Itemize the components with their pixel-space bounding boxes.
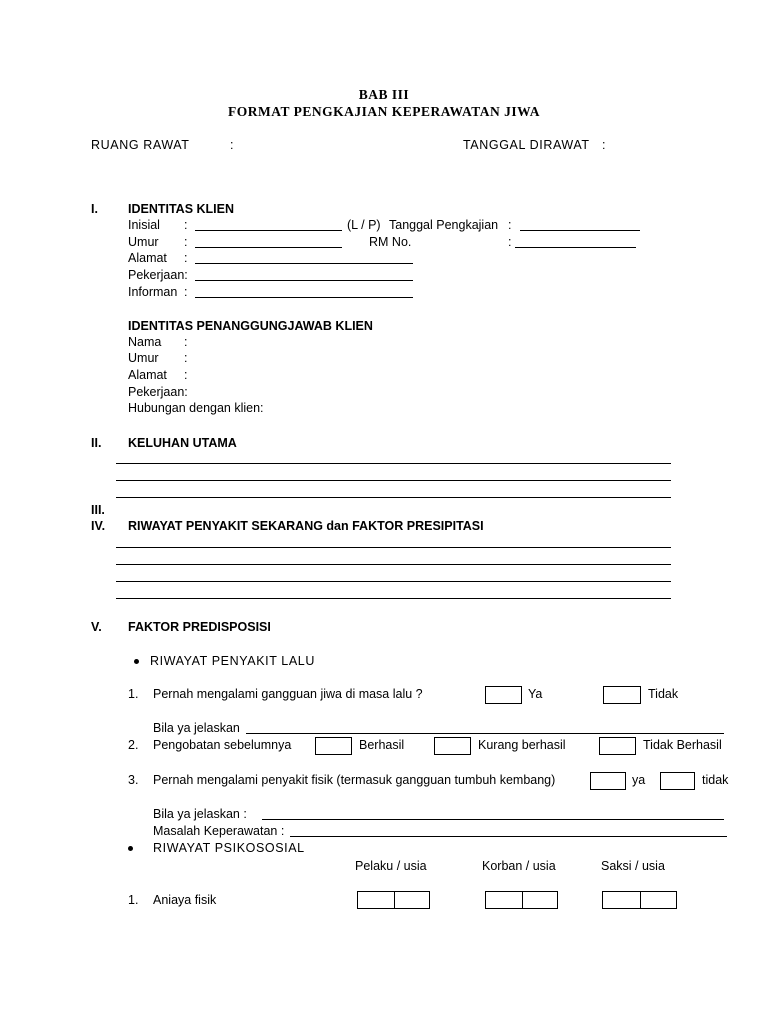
riwayat-penyakit-lalu-heading: RIWAYAT PENYAKIT LALU [150, 654, 315, 668]
keluhan-line-2[interactable] [116, 480, 671, 481]
rm-no-field[interactable] [515, 247, 636, 248]
keluhan-line-3[interactable] [116, 497, 671, 498]
tanggal-pengkajian-colon: : [508, 218, 512, 232]
umur-colon: : [184, 235, 188, 249]
section-2-heading: KELUHAN UTAMA [128, 436, 237, 450]
a1-pelaku-field[interactable] [357, 891, 430, 909]
lp-label: (L / P) [347, 218, 381, 232]
q1-number: 1. [128, 687, 139, 701]
q1-bila-field[interactable] [246, 733, 724, 734]
pj-nama-colon: : [184, 335, 188, 349]
q2-kurang-label: Kurang berhasil [478, 738, 566, 752]
pekerjaan-label: Pekerjaan: [128, 268, 188, 282]
informan-field[interactable] [195, 297, 413, 298]
q1-bila-label: Bila ya jelaskan [153, 721, 240, 735]
alamat-label: Alamat [128, 251, 167, 265]
riwayat-psikososial-heading: RIWAYAT PSIKOSOSIAL [153, 841, 305, 855]
rm-no-colon: : [508, 235, 512, 249]
section-4-heading: RIWAYAT PENYAKIT SEKARANG dan FAKTOR PRESIPITASI [128, 519, 484, 533]
umur-field[interactable] [195, 247, 342, 248]
section-2-number: II. [91, 436, 102, 450]
a1-saksi-field[interactable] [602, 891, 677, 909]
q1-ya-checkbox[interactable] [485, 686, 522, 704]
pekerjaan-field[interactable] [195, 280, 413, 281]
pj-umur-colon: : [184, 351, 188, 365]
tanggal-dirawat-colon: : [602, 138, 606, 152]
section-1-heading: IDENTITAS KLIEN [128, 202, 235, 216]
inisial-label: Inisial [128, 218, 160, 232]
masalah-keperawatan-label: Masalah Keperawatan : [153, 824, 285, 838]
q2-berhasil-label: Berhasil [359, 738, 405, 752]
a1-korban-field[interactable] [485, 891, 558, 909]
riwayat-line-2[interactable] [116, 564, 671, 565]
tanggal-pengkajian-field[interactable] [520, 230, 640, 231]
rm-no-label: RM No. [369, 235, 412, 249]
section-3-number: III. [91, 503, 105, 517]
q2-question: Pengobatan sebelumnya [153, 738, 292, 752]
section-1-number: I. [91, 202, 98, 216]
a1-number: 1. [128, 893, 139, 907]
bullet-icon [134, 659, 139, 664]
riwayat-line-4[interactable] [116, 598, 671, 599]
pj-alamat-colon: : [184, 368, 188, 382]
pj-alamat-label: Alamat [128, 368, 167, 382]
riwayat-line-3[interactable] [116, 581, 671, 582]
section-4-number: IV. [91, 519, 106, 533]
inisial-field[interactable] [195, 230, 342, 231]
alamat-colon: : [184, 251, 188, 265]
keluhan-line-1[interactable] [116, 463, 671, 464]
q3-tidak-checkbox[interactable] [660, 772, 695, 790]
section-5-heading: FAKTOR PREDISPOSISI [128, 620, 271, 634]
tanggal-dirawat-label: TANGGAL DIRAWAT [463, 138, 590, 152]
q1-ya-label: Ya [528, 687, 543, 701]
q3-number: 3. [128, 773, 139, 787]
q1-tidak-label: Tidak [648, 687, 679, 701]
pj-nama-label: Nama [128, 335, 162, 349]
tanggal-pengkajian-label: Tanggal Pengkajian [389, 218, 499, 232]
q3-ya-label: ya [632, 773, 646, 787]
riwayat-line-1[interactable] [116, 547, 671, 548]
col-saksi-usia: Saksi / usia [601, 859, 665, 873]
umur-label: Umur [128, 235, 159, 249]
q1-question: Pernah mengalami gangguan jiwa di masa lalu ? [153, 687, 423, 701]
q3-tidak-label: tidak [702, 773, 729, 787]
alamat-field[interactable] [195, 263, 413, 264]
col-pelaku-usia: Pelaku / usia [355, 859, 427, 873]
inisial-colon: : [184, 218, 188, 232]
q1-tidak-checkbox[interactable] [603, 686, 641, 704]
informan-label: Informan [128, 285, 178, 299]
section-5-number: V. [91, 620, 102, 634]
col-korban-usia: Korban / usia [482, 859, 556, 873]
pj-umur-label: Umur [128, 351, 159, 365]
q2-tidak-berhasil-checkbox[interactable] [599, 737, 636, 755]
ruang-rawat-colon: : [230, 138, 234, 152]
q2-tidak-berhasil-label: Tidak Berhasil [643, 738, 722, 752]
q2-number: 2. [128, 738, 139, 752]
q3-bila-label: Bila ya jelaskan : [153, 807, 247, 821]
penanggungjawab-heading: IDENTITAS PENANGGUNGJAWAB KLIEN [128, 319, 373, 333]
pj-hubungan-label: Hubungan dengan klien: [128, 401, 264, 415]
bullet-icon [128, 846, 133, 851]
q2-kurang-checkbox[interactable] [434, 737, 471, 755]
q3-question: Pernah mengalami penyakit fisik (termasuk gangguan tumbuh kembang) [153, 773, 556, 787]
a1-label: Aniaya fisik [153, 893, 217, 907]
q3-ya-checkbox[interactable] [590, 772, 626, 790]
form-title: FORMAT PENGKAJIAN KEPERAWATAN JIWA [228, 104, 540, 119]
q2-berhasil-checkbox[interactable] [315, 737, 352, 755]
q3-bila-field[interactable] [262, 819, 724, 820]
chapter-title: BAB III [358, 87, 410, 102]
masalah-keperawatan-field[interactable] [290, 836, 727, 837]
ruang-rawat-label: RUANG RAWAT [91, 138, 190, 152]
informan-colon: : [184, 285, 188, 299]
pj-pekerjaan-label: Pekerjaan: [128, 385, 188, 399]
